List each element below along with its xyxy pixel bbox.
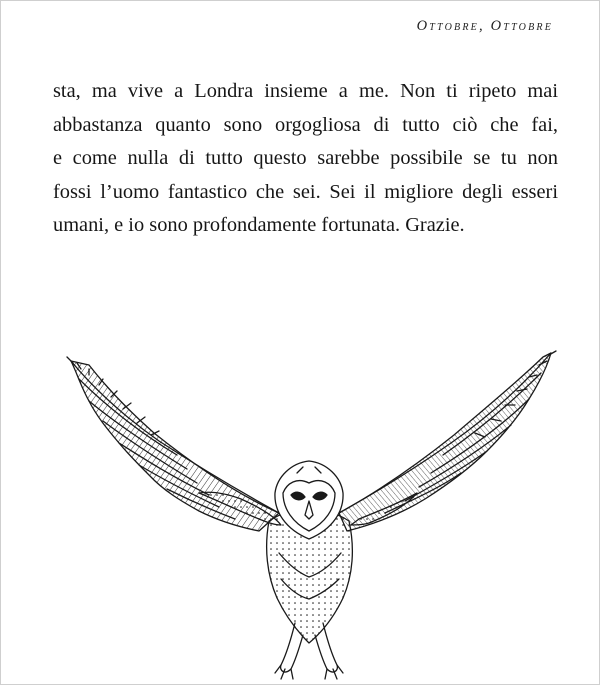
body-paragraph (53, 75, 558, 243)
text-line: fossi l’uomo fantastico che sei. Sei il migliore degli esseri (53, 180, 558, 203)
text-line: abbastanza quanto sono orgogliosa di tutto ciò che fai, (53, 113, 558, 136)
running-head: Ottobre, Ottobre (416, 18, 553, 34)
text-line: e come nulla di tutto questo sarebbe possibile se tu non (53, 147, 558, 169)
owl-icon (59, 343, 559, 683)
right-wing (339, 351, 556, 531)
text-line: umani, e io sono profondamente fortunata. Grazie. (53, 214, 465, 236)
left-wing (67, 357, 281, 531)
text-line: sta, ma vive a Londra insieme a me. Non ti ripeto mai (53, 80, 558, 102)
